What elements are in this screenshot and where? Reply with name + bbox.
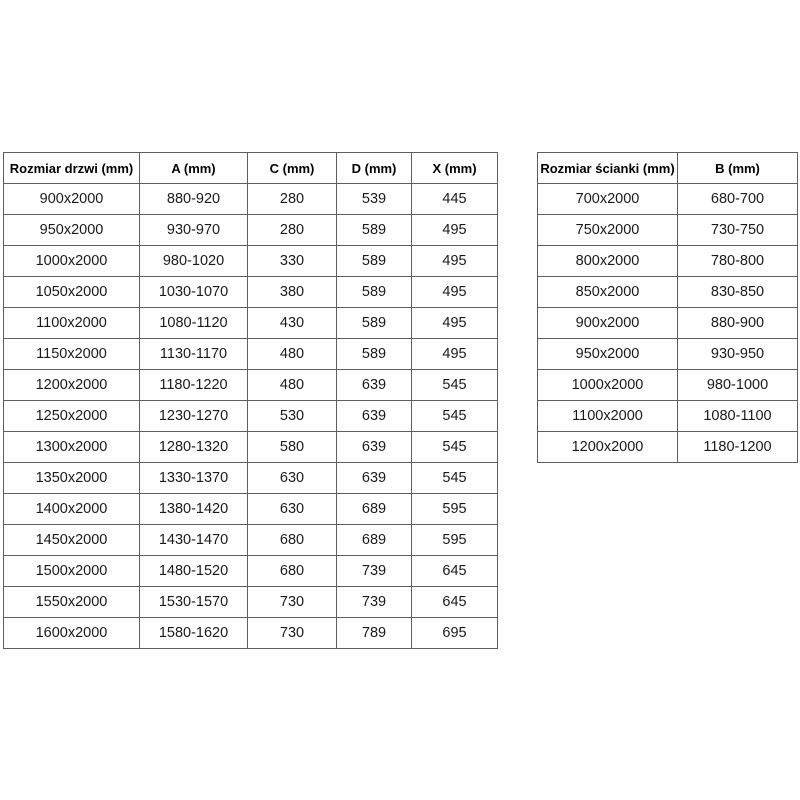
header-cell: C (mm) [248, 153, 337, 184]
table-cell: 589 [337, 246, 412, 277]
table-cell: 480 [248, 370, 337, 401]
table-cell: 1080-1100 [678, 401, 798, 432]
table-cell: 1050x2000 [4, 277, 140, 308]
table-cell: 495 [412, 215, 498, 246]
table-cell: 930-970 [140, 215, 248, 246]
header-row [4, 153, 498, 184]
table-row [538, 401, 798, 432]
table-cell: 780-800 [678, 246, 798, 277]
table-cell: 1200x2000 [4, 370, 140, 401]
table-cell: 545 [412, 401, 498, 432]
header-cell: A (mm) [140, 153, 248, 184]
table-cell: 1530-1570 [140, 587, 248, 618]
table-row [4, 463, 498, 494]
table-cell: 680 [248, 525, 337, 556]
table-cell: 530 [248, 401, 337, 432]
table-row [4, 184, 498, 215]
table-cell: 589 [337, 277, 412, 308]
table-cell: 330 [248, 246, 337, 277]
table-row [538, 370, 798, 401]
table-cell: 1250x2000 [4, 401, 140, 432]
table-cell: 680 [248, 556, 337, 587]
table-cell: 1130-1170 [140, 339, 248, 370]
table-cell: 800x2000 [538, 246, 678, 277]
header-cell: D (mm) [337, 153, 412, 184]
table-cell: 495 [412, 308, 498, 339]
table-cell: 495 [412, 277, 498, 308]
table-cell: 730 [248, 587, 337, 618]
table-cell: 1430-1470 [140, 525, 248, 556]
table-cell: 739 [337, 556, 412, 587]
table-cell: 480 [248, 339, 337, 370]
table-cell: 639 [337, 370, 412, 401]
table-cell: 1180-1220 [140, 370, 248, 401]
header-row [538, 153, 798, 184]
table-row [4, 215, 498, 246]
table-row [538, 184, 798, 215]
header-cell: Rozmiar ścianki (mm) [538, 153, 678, 184]
table-cell: 930-950 [678, 339, 798, 370]
table-row [538, 246, 798, 277]
table-cell: 639 [337, 401, 412, 432]
table-cell: 545 [412, 432, 498, 463]
table-cell: 1450x2000 [4, 525, 140, 556]
table-row [538, 308, 798, 339]
header-cell: X (mm) [412, 153, 498, 184]
table-cell: 789 [337, 618, 412, 649]
table-cell: 1280-1320 [140, 432, 248, 463]
table-cell: 750x2000 [538, 215, 678, 246]
header-cell: B (mm) [678, 153, 798, 184]
table-row [4, 494, 498, 525]
table-cell: 580 [248, 432, 337, 463]
table-cell: 680-700 [678, 184, 798, 215]
table-cell: 850x2000 [538, 277, 678, 308]
table-row [4, 432, 498, 463]
wall-dimensions-table [537, 152, 798, 463]
table-cell: 645 [412, 556, 498, 587]
table-cell: 1550x2000 [4, 587, 140, 618]
table-cell: 445 [412, 184, 498, 215]
table-cell: 545 [412, 463, 498, 494]
table-cell: 689 [337, 494, 412, 525]
table-row [538, 339, 798, 370]
table-cell: 1000x2000 [4, 246, 140, 277]
table-cell: 1300x2000 [4, 432, 140, 463]
table-row [4, 308, 498, 339]
table-cell: 639 [337, 463, 412, 494]
table-row [4, 370, 498, 401]
table-cell: 280 [248, 184, 337, 215]
table-cell: 1330-1370 [140, 463, 248, 494]
table-cell: 589 [337, 339, 412, 370]
table-cell: 1200x2000 [538, 432, 678, 463]
table-cell: 639 [337, 432, 412, 463]
table-cell: 1000x2000 [538, 370, 678, 401]
table-row [4, 618, 498, 649]
door-dimensions-table [3, 152, 498, 649]
table-cell: 1230-1270 [140, 401, 248, 432]
table-cell: 1580-1620 [140, 618, 248, 649]
table-cell: 689 [337, 525, 412, 556]
table-cell: 980-1000 [678, 370, 798, 401]
table-cell: 595 [412, 525, 498, 556]
table-cell: 1480-1520 [140, 556, 248, 587]
table-cell: 1180-1200 [678, 432, 798, 463]
table-cell: 495 [412, 246, 498, 277]
table-cell: 1350x2000 [4, 463, 140, 494]
table-cell: 1150x2000 [4, 339, 140, 370]
table-cell: 280 [248, 215, 337, 246]
table-row [4, 525, 498, 556]
table-cell: 495 [412, 339, 498, 370]
table-cell: 645 [412, 587, 498, 618]
table-cell: 1380-1420 [140, 494, 248, 525]
table-row [538, 277, 798, 308]
table-cell: 630 [248, 463, 337, 494]
table-cell: 1600x2000 [4, 618, 140, 649]
header-cell: Rozmiar drzwi (mm) [4, 153, 140, 184]
table-cell: 1500x2000 [4, 556, 140, 587]
table-cell: 1100x2000 [4, 308, 140, 339]
table-cell: 950x2000 [4, 215, 140, 246]
table-cell: 739 [337, 587, 412, 618]
table-row [538, 432, 798, 463]
table-cell: 589 [337, 215, 412, 246]
table-cell: 695 [412, 618, 498, 649]
table-cell: 700x2000 [538, 184, 678, 215]
table-cell: 980-1020 [140, 246, 248, 277]
table-cell: 900x2000 [4, 184, 140, 215]
table-row [4, 277, 498, 308]
table-cell: 830-850 [678, 277, 798, 308]
table-cell: 1030-1070 [140, 277, 248, 308]
table-row [4, 556, 498, 587]
table-cell: 1400x2000 [4, 494, 140, 525]
table-row [4, 401, 498, 432]
table-cell: 950x2000 [538, 339, 678, 370]
table-cell: 539 [337, 184, 412, 215]
table-cell: 730-750 [678, 215, 798, 246]
table-cell: 545 [412, 370, 498, 401]
table-row [538, 215, 798, 246]
table-cell: 1080-1120 [140, 308, 248, 339]
table-cell: 630 [248, 494, 337, 525]
table-cell: 900x2000 [538, 308, 678, 339]
table-cell: 589 [337, 308, 412, 339]
table-cell: 380 [248, 277, 337, 308]
table-cell: 430 [248, 308, 337, 339]
table-cell: 595 [412, 494, 498, 525]
table-cell: 1100x2000 [538, 401, 678, 432]
table-row [4, 339, 498, 370]
table-cell: 880-900 [678, 308, 798, 339]
table-row [4, 587, 498, 618]
table-cell: 880-920 [140, 184, 248, 215]
table-row [4, 246, 498, 277]
table-cell: 730 [248, 618, 337, 649]
